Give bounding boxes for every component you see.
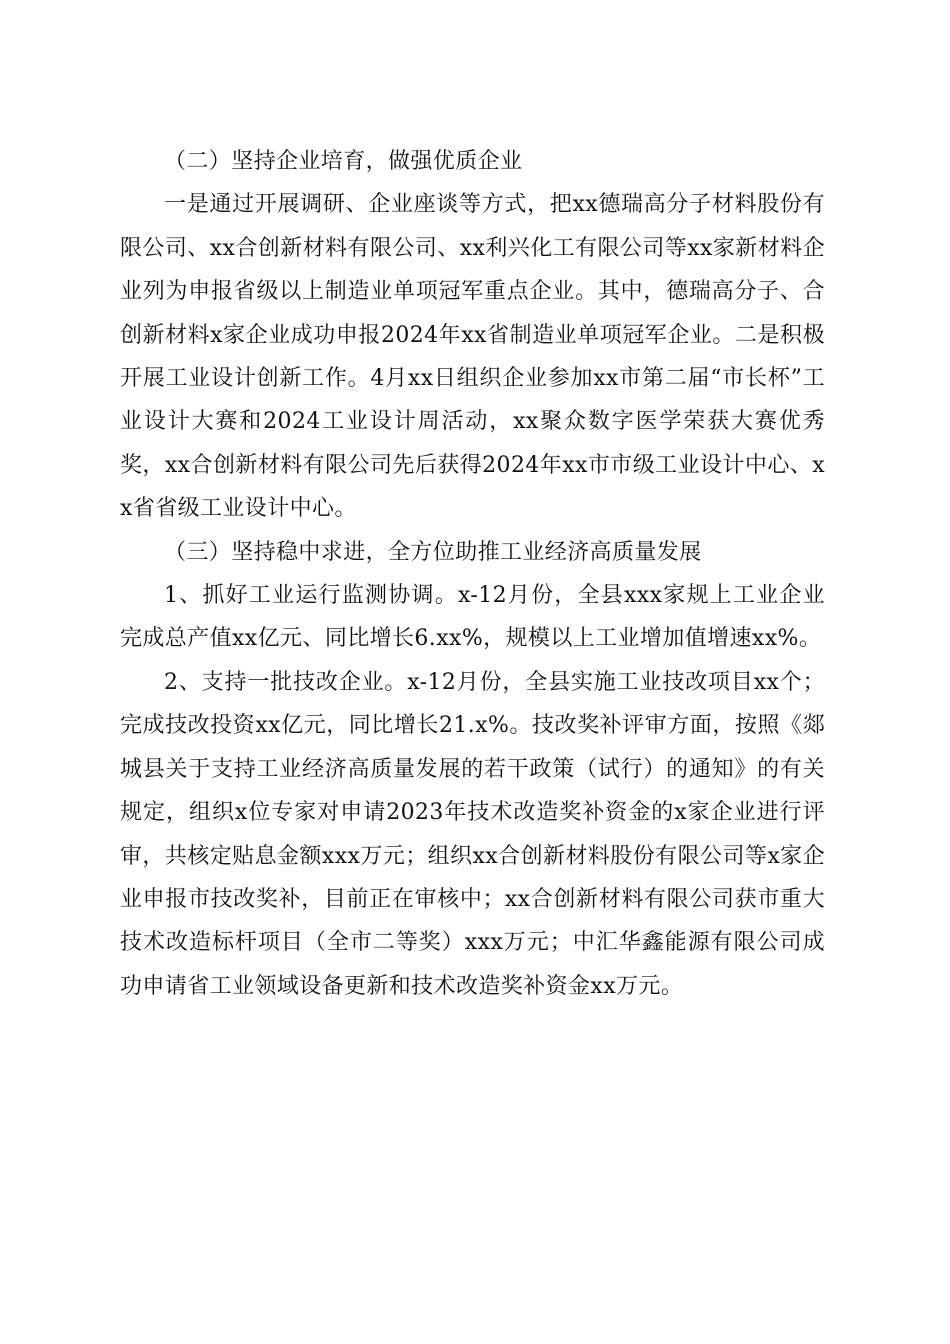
paragraph-enterprise-cultivation: 一是通过开展调研、企业座谈等方式，把xx德瑞高分子材料股份有限公司、xx合创新材料有限公司、xx利兴化工有限公司等xx家新材料企业列为申报省级以上制造业单项冠军重点企业。其中，德瑞高分子、合创新材料x家企业成功申报2024年xx省制造业单项冠军企业。二是积极开展工业设计创新工作。4月xx日组织企业参加xx市第二届“市长杯”工业设计大赛和2024工业设计周活动，xx聚众数字医学荣获大赛优秀奖，xx合创新材料有限公司先后获得2024年xx市市级工业设计中心、xx省省级工业设计中心。 [120,192,825,522]
document-body [120,140,825,1008]
section-heading-3: （三）坚持稳中求进，全方位助推工业经济高质量发展 [164,539,702,565]
section-heading-2: （二）坚持企业培育，做强优质企业 [164,149,523,174]
paragraph-tech-upgrade: 2、支持一批技改企业。x-12月份，全县实施工业技改项目xx个；完成技改投资xx亿元，同比增长21.x%。技改奖补评审方面，按照《郯城县关于支持工业经济高质量发展的若干政策（试行）的通知》的有关规定，组织x位专家对申请2023年技术改造奖补资金的x家企业进行评审，共核定贴息金额xxx万元；组织xx合创新材料股份有限公司等x家企业申报市技改奖补，目前正在审核中；xx合创新材料有限公司获市重大技术改造标杆项目（全市二等奖）xxx万元；中汇华鑫能源有限公司成功申请省工业领域设备更新和技术改造奖补资金xx万元。 [120,669,825,999]
paragraph-operation-monitoring: 1、抓好工业运行监测协调。x-12月份，全县xxx家规上工业企业完成总产值xx亿元、同比增长6.xx%，规模以上工业增加值增速xx%。 [120,583,825,652]
